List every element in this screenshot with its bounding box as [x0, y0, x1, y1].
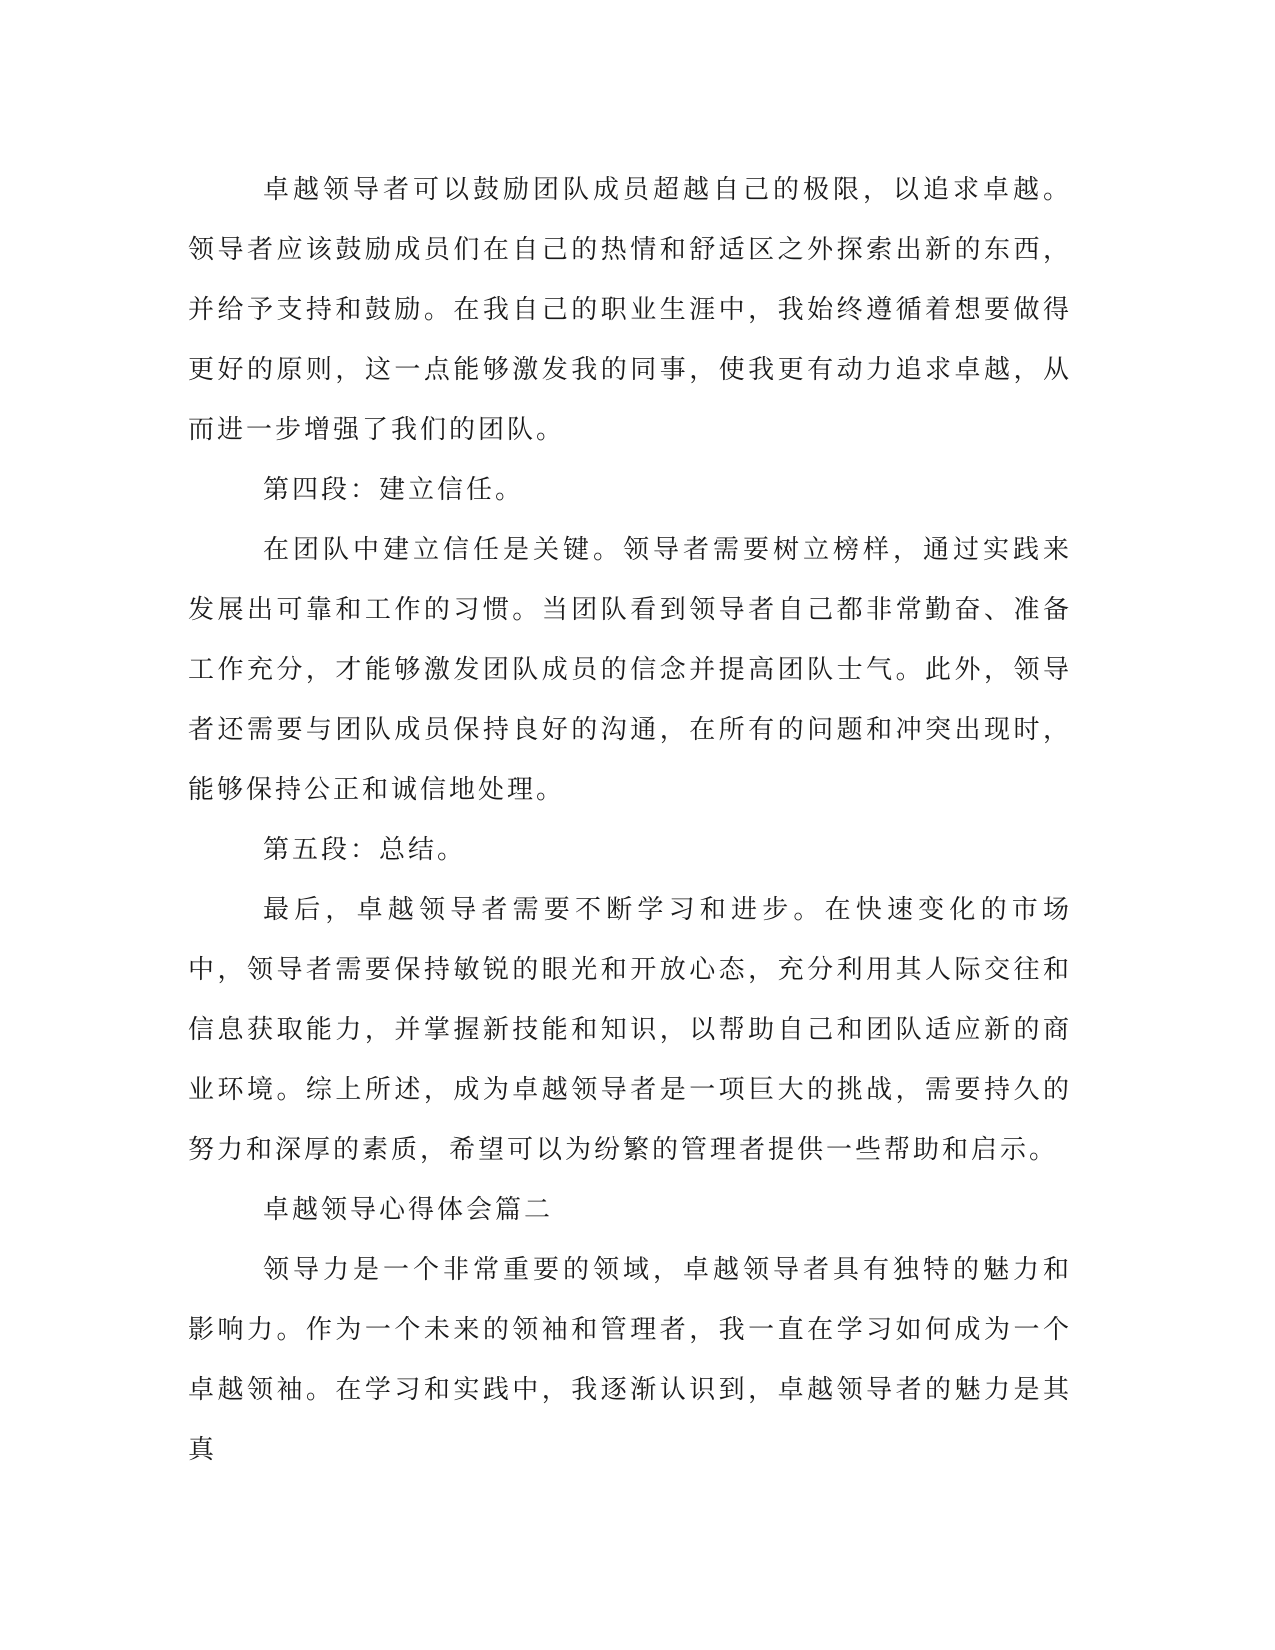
chapter-title-part-two: 卓越领导心得体会篇二: [263, 1195, 554, 1225]
section-heading-build-trust: 第四段：建立信任。: [263, 475, 525, 505]
section-heading-summary: 第五段：总结。: [263, 835, 467, 865]
paragraph-pursue-excellence: 卓越领导者可以鼓励团队成员超越自己的极限，以追求卓越。领导者应该鼓励成员们在自己的热情和舒适区之外探索出新的东西，并给予支持和鼓励。在我自己的职业生涯中，我始终遵循着想要做得更好的原则，这一点能够激发我的同事，使我更有动力追求卓越，从而进一步增强了我们的团队。: [188, 175, 1072, 445]
paragraph-summary: 最后，卓越领导者需要不断学习和进步。在快速变化的市场中，领导者需要保持敏锐的眼光和开放心态，充分利用其人际交往和信息获取能力，并掌握新技能和知识，以帮助自己和团队适应新的商业环境。综上所述，成为卓越领导者是一项巨大的挑战，需要持久的努力和深厚的素质，希望可以为纷繁的管理者提供一些帮助和启示。: [188, 895, 1072, 1165]
paragraph-leadership-intro: 领导力是一个非常重要的领域，卓越领导者具有独特的魅力和影响力。作为一个未来的领袖和管理者，我一直在学习如何成为一个卓越领袖。在学习和实践中，我逐渐认识到，卓越领导者的魅力是其真: [188, 1255, 1072, 1465]
paragraph-build-trust: 在团队中建立信任是关键。领导者需要树立榜样，通过实践来发展出可靠和工作的习惯。当团队看到领导者自己都非常勤奋、准备工作充分，才能够激发团队成员的信念并提高团队士气。此外，领导者还需要与团队成员保持良好的沟通，在所有的问题和冲突出现时，能够保持公正和诚信地处理。: [188, 535, 1072, 805]
document-body: [188, 160, 1072, 1480]
